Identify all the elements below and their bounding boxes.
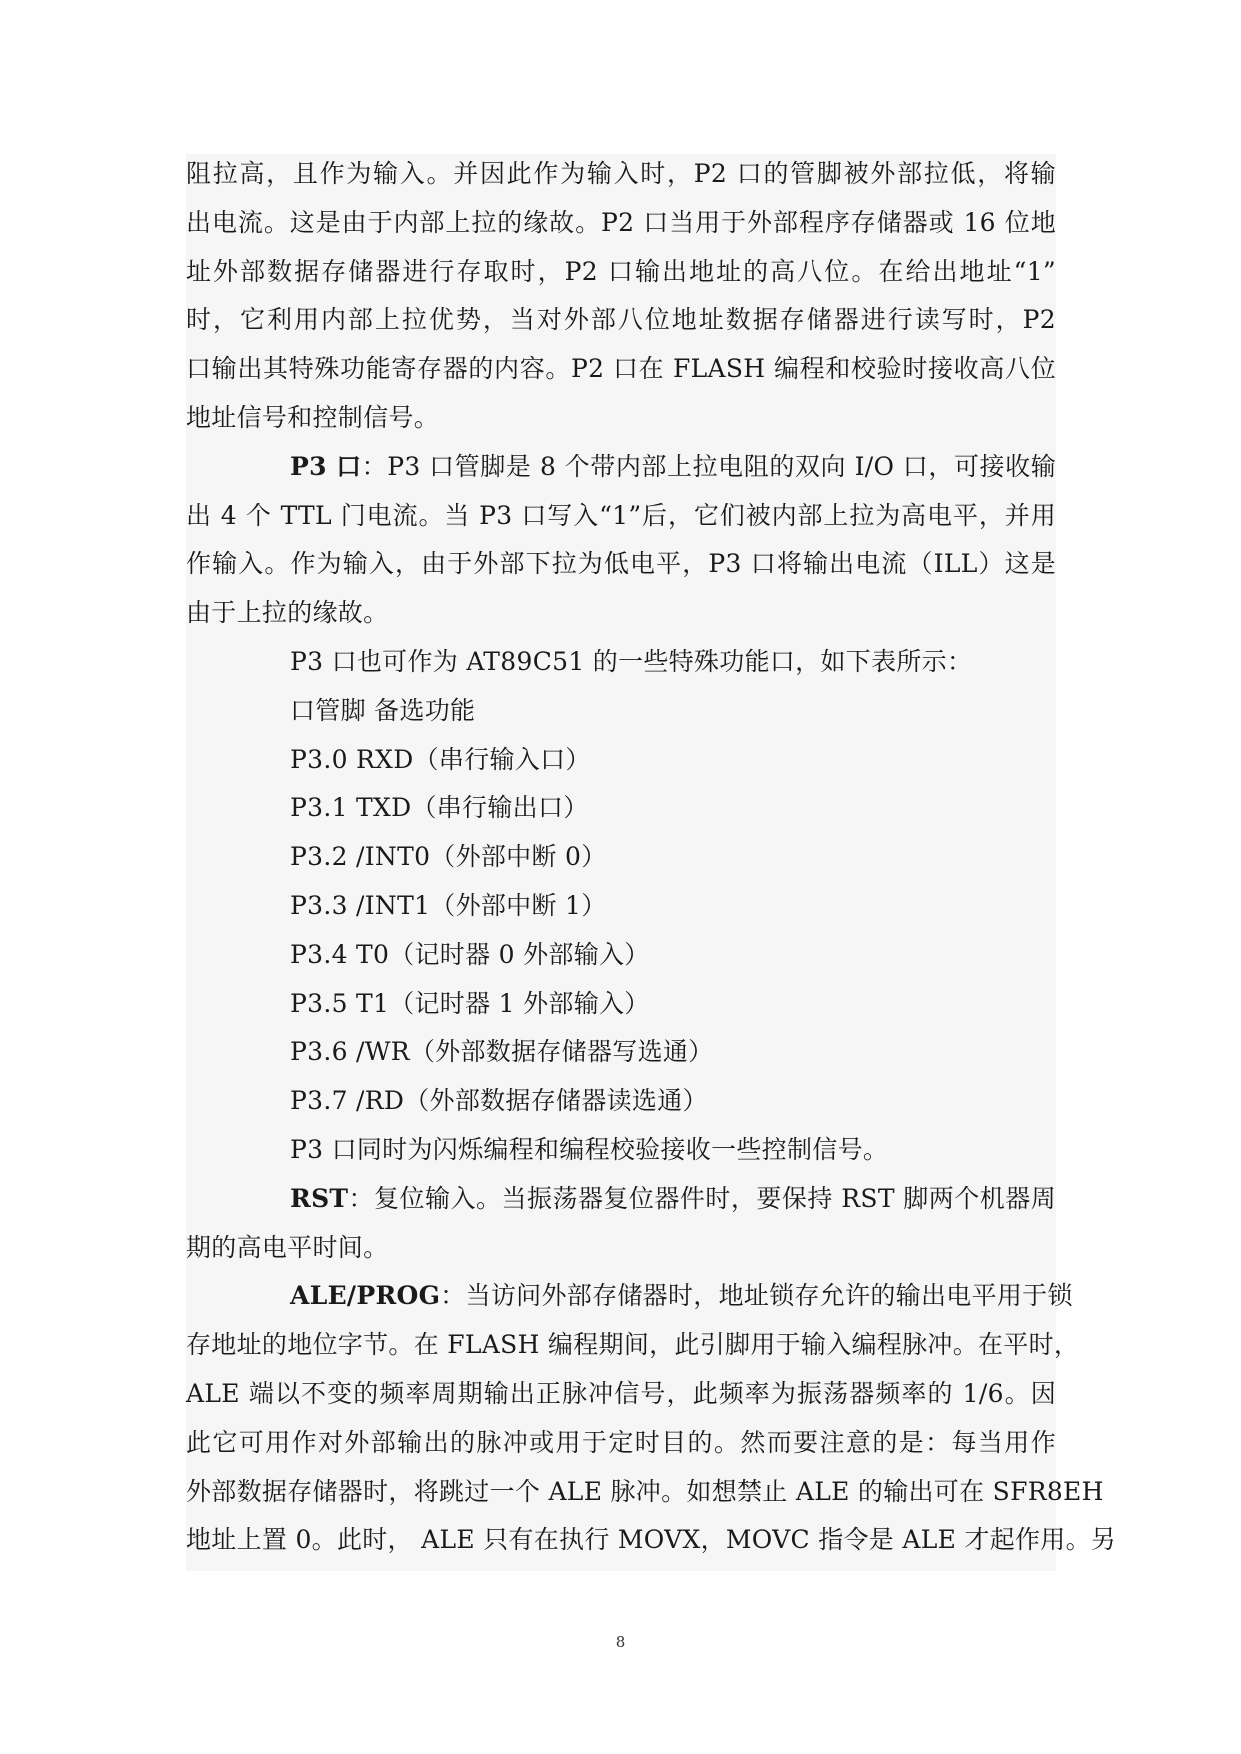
line-text: ：复位输入。当振荡器复位器件时，要保持 RST 脚两个机器周 bbox=[348, 1183, 1056, 1213]
line-text: 时，它利用内部上拉优势，当对外部八位地址数据存储器进行读写时，P2 bbox=[186, 305, 1056, 335]
line-text: 外部数据存储器时，将跳过一个 ALE 脉冲。如想禁止 ALE 的输出可在 SFR8EH bbox=[186, 1476, 1104, 1506]
line-text: 作输入。作为输入，由于外部下拉为低电平，P3 口将输出电流（ILL）这是 bbox=[186, 549, 1056, 579]
line-text: 出电流。这是由于内部上拉的缘故。P2 口当用于外部程序存储器或 16 位地 bbox=[186, 207, 1056, 237]
term-label: P3 口 bbox=[290, 451, 362, 481]
line-text: P3.2 /INT0（外部中断 0） bbox=[290, 842, 607, 872]
line-text: 地址上置 0。此时， ALE 只有在执行 MOVX，MOVC 指令是 ALE 才起作用。另 bbox=[186, 1525, 1117, 1555]
text-line bbox=[186, 1132, 1056, 1168]
text-line bbox=[186, 546, 1056, 582]
line-text: P3.1 TXD（串行输出口） bbox=[290, 793, 589, 823]
line-text: 存地址的地位字节。在 FLASH 编程期间，此引脚用于输入编程脉冲。在平时， bbox=[186, 1330, 1080, 1360]
line-text: ALE 端以不变的频率周期输出正脉冲信号，此频率为振荡器频率的 1/6。因 bbox=[186, 1379, 1056, 1408]
line-text: P3.7 /RD（外部数据存储器读选通） bbox=[290, 1086, 708, 1116]
text-line bbox=[186, 1522, 1117, 1558]
body-text bbox=[186, 154, 1117, 1571]
text-line bbox=[186, 937, 1056, 973]
text-line bbox=[186, 790, 1056, 826]
text-line bbox=[186, 1278, 1073, 1314]
line-text: 由于上拉的缘故。 bbox=[186, 598, 389, 628]
line-text: P3.0 RXD（串行输入口） bbox=[290, 744, 591, 774]
text-line bbox=[186, 1376, 1056, 1412]
term-label: ALE/PROG bbox=[290, 1281, 441, 1311]
text-line bbox=[186, 595, 1056, 631]
line-text: P3.6 /WR（外部数据存储器写选通） bbox=[290, 1037, 714, 1067]
text-line bbox=[186, 1425, 1056, 1461]
text-line bbox=[186, 498, 1056, 534]
line-text: P3.4 T0（记时器 0 外部输入） bbox=[290, 939, 650, 969]
text-line bbox=[186, 693, 1056, 729]
text-line bbox=[186, 449, 1056, 485]
line-text: 期的高电平时间。 bbox=[186, 1232, 389, 1262]
text-line bbox=[186, 1474, 1104, 1510]
line-text: 此它可用作对外部输出的脉冲或用于定时目的。然而要注意的是：每当用作 bbox=[186, 1427, 1056, 1457]
text-line bbox=[186, 1327, 1080, 1363]
text-line bbox=[186, 1230, 1056, 1266]
line-text: 口管脚 备选功能 bbox=[290, 695, 476, 725]
line-text: P3.3 /INT1（外部中断 1） bbox=[290, 891, 607, 920]
text-line bbox=[186, 888, 1056, 924]
line-text: ：当访问外部存储器时，地址锁存允许的输出电平用于锁 bbox=[440, 1281, 1073, 1311]
text-line bbox=[186, 839, 1056, 875]
line-text: P3 口同时为闪烁编程和编程校验接收一些控制信号。 bbox=[290, 1135, 889, 1164]
text-line bbox=[186, 351, 1056, 387]
term-label: RST bbox=[290, 1183, 349, 1213]
line-text: 址外部数据存储器进行存取时，P2 口输出地址的高八位。在给出地址“1” bbox=[186, 256, 1056, 286]
line-text: P3 口也可作为 AT89C51 的一些特殊功能口，如下表所示： bbox=[290, 647, 973, 676]
text-line bbox=[186, 254, 1056, 290]
text-line bbox=[186, 1181, 1056, 1217]
text-line bbox=[186, 302, 1056, 338]
text-line bbox=[186, 1034, 1056, 1070]
text-line bbox=[186, 644, 1056, 680]
text-line bbox=[186, 742, 1056, 778]
text-line bbox=[186, 205, 1056, 241]
line-text: 出 4 个 TTL 门电流。当 P3 口写入“1”后，它们被内部上拉为高电平，并用 bbox=[186, 500, 1056, 530]
page-number: 8 bbox=[615, 1633, 626, 1651]
line-text: ：P3 口管脚是 8 个带内部上拉电阻的双向 I/O 口，可接收输 bbox=[361, 451, 1057, 481]
line-text: 阻拉高，且作为输入。并因此作为输入时，P2 口的管脚被外部拉低，将输 bbox=[186, 159, 1056, 188]
text-line bbox=[186, 156, 1056, 192]
line-text: 口输出其特殊功能寄存器的内容。P2 口在 FLASH 编程和校验时接收高八位 bbox=[186, 354, 1056, 384]
text-line bbox=[186, 1083, 1056, 1119]
text-line bbox=[186, 986, 1056, 1022]
line-text: 地址信号和控制信号。 bbox=[186, 403, 440, 432]
text-line bbox=[186, 400, 1056, 436]
line-text: P3.5 T1（记时器 1 外部输入） bbox=[290, 988, 650, 1018]
